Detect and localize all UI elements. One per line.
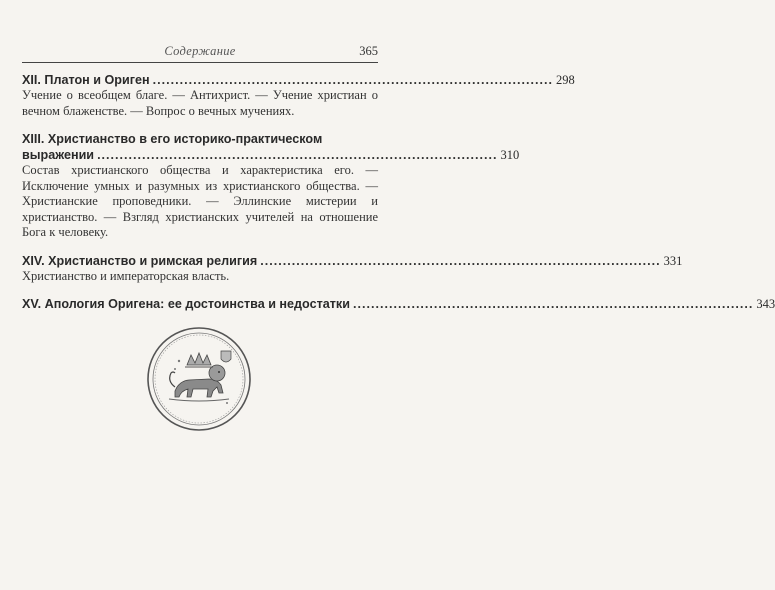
table-of-contents (22, 72, 775, 324)
toc-entry-xii (22, 72, 575, 119)
toc-entry-page: 298 (556, 73, 575, 87)
toc-entry-xiv (22, 253, 683, 285)
toc-entry-xiii (22, 131, 520, 241)
toc-entry-description: Христианство и императорская власть. (22, 268, 230, 283)
header-rule (22, 62, 378, 63)
toc-entry-title-row (22, 147, 520, 163)
toc-entry-xv (22, 296, 775, 312)
toc-entry-title-row (22, 296, 775, 312)
leader-dots: ......................................................................................... (97, 148, 498, 162)
toc-entry-page: 331 (663, 253, 683, 268)
toc-entry-description: Учение о всеобщем благе. — Антихрист. — Учение христиан о вечном блаженстве. — Вопрос о вечных мучениях. (22, 88, 378, 118)
toc-entry-title: XV. Апология Оригена: ее достоинства и недостатки (22, 297, 350, 311)
running-header-title: Содержание (164, 44, 236, 58)
leader-dots: ......................................................................................... (352, 297, 754, 311)
leader-dots: ......................................................................................... (260, 253, 661, 268)
toc-entry-title: XII. Платон и Ориген (22, 73, 150, 87)
leader-dots: ......................................................................................... (152, 73, 554, 87)
lion-crest-emblem-icon (145, 325, 253, 433)
page-number: 365 (359, 44, 378, 58)
toc-entry-title-row (22, 72, 575, 88)
toc-entry-page: 310 (500, 148, 520, 162)
toc-entry-page: 343 (756, 297, 775, 311)
toc-entry-title-row (22, 253, 683, 269)
toc-entry-title: выражении (22, 148, 95, 162)
toc-entry-title-line1: XIII. Христианство в его историко-практическом (22, 132, 323, 146)
toc-entry-description: Состав христианского общества и характеристика его. — Исключение умных и разумных из христианского общества. — Христианские проповедники. — Эллинские мистерии и христианство. — Взгляд христианских учителей на отношение Бога к человеку. (22, 163, 378, 239)
running-header (22, 44, 378, 62)
toc-entry-title: XIV. Христианство и римская религия (22, 253, 258, 268)
